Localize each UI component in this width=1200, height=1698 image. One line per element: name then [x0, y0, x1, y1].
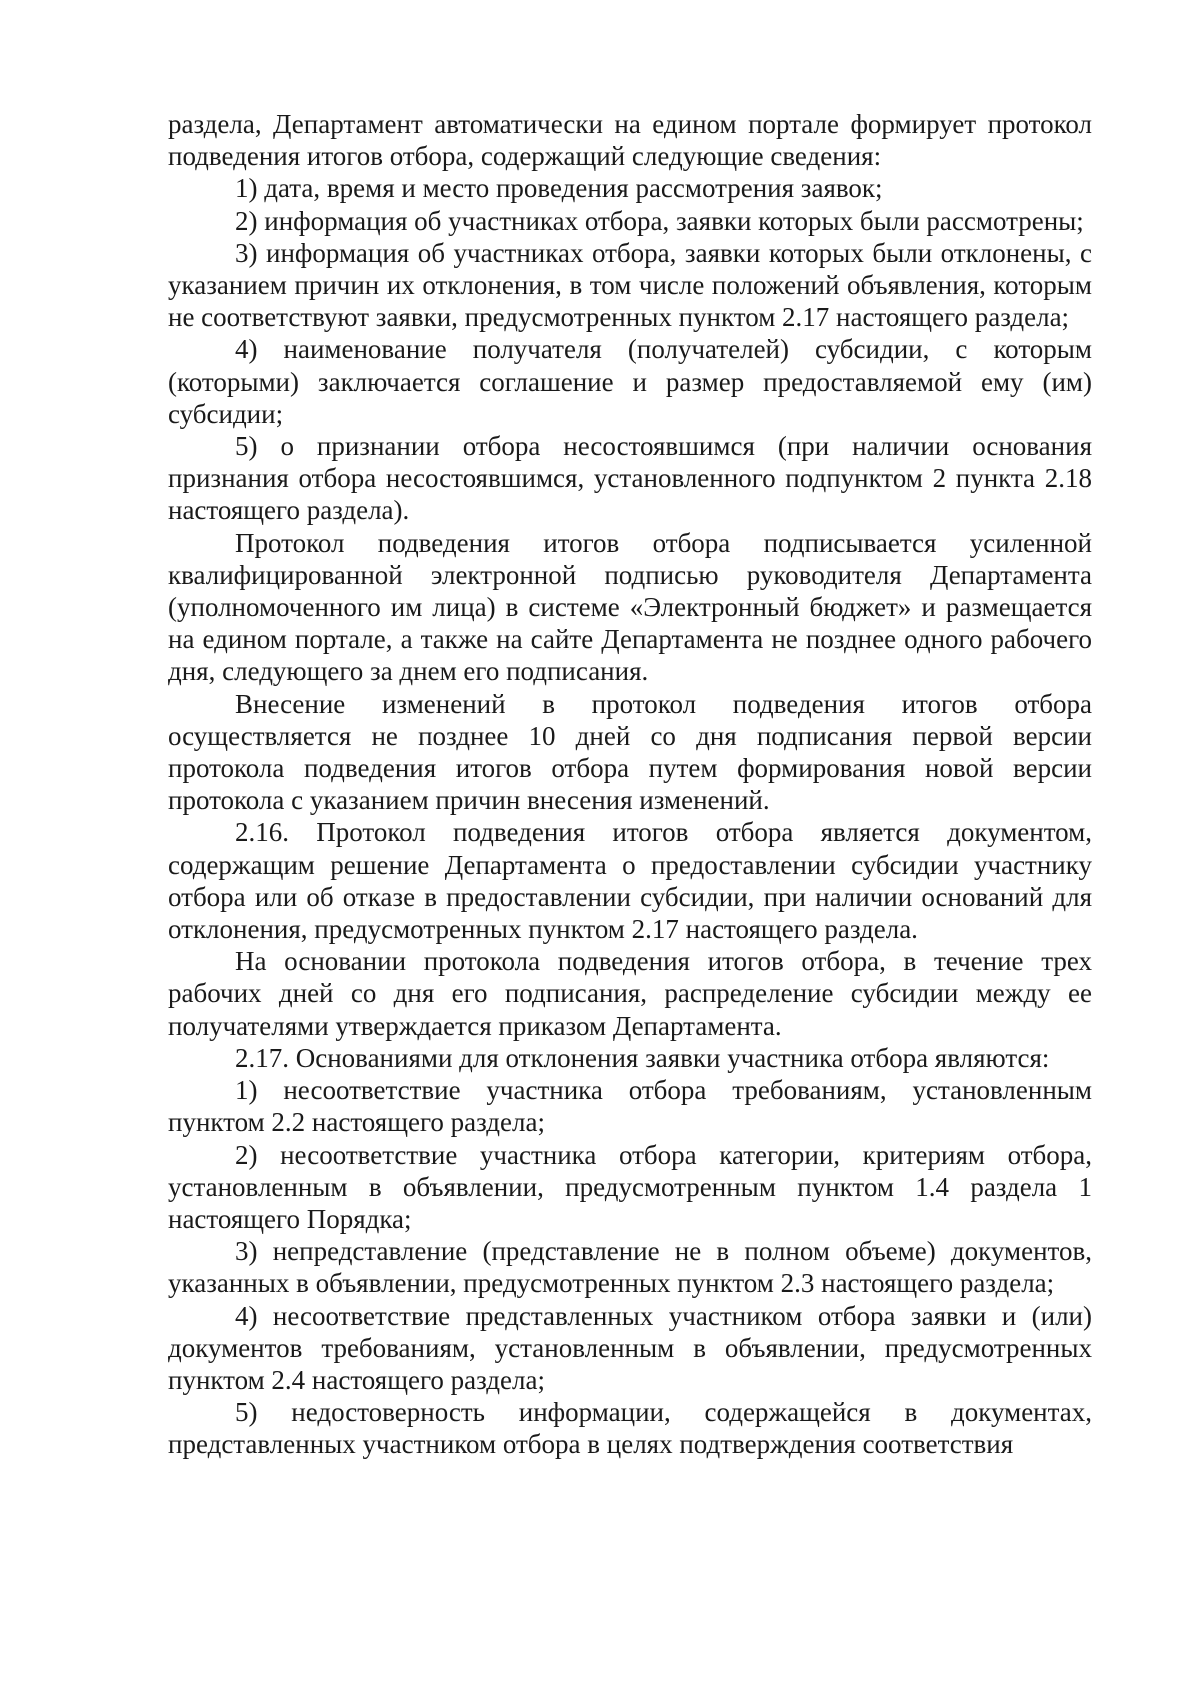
paragraph-13: 2) несоответствие участника отбора категории, критериям отбора, установленным в объявлении, предусмотренным пунктом 1.4 раздела 1 настоящего Порядка; — [168, 1139, 1092, 1234]
paragraph-4: 3) информация об участниках отбора, заявки которых были отклонены, с указанием причин их отклонения, в том числе положений объявления, которым не соответствуют заявки, предусмотренных пунктом 2.17 настоящего раздела; — [168, 237, 1092, 333]
paragraph-5: 4) наименование получателя (получателей) субсидии, с которым (которыми) заключается соглашение и размер предоставляемой ему (им) субсидии; — [168, 334, 1092, 429]
paragraph-14: 3) непредставление (представление не в полном объеме) документов, указанных в объявлении, предусмотренных пунктом 2.3 настоящего раздела; — [168, 1236, 1092, 1299]
document-page — [168, 108, 1092, 1461]
paragraph-2: 1) дата, время и место проведения рассмотрения заявок; — [235, 173, 883, 204]
paragraph-6: 5) о признании отбора несостоявшимся (при наличии основания признания отбора несостоявшимся, установленного подпунктом 2 пункта 2.18 настоящего раздела). — [168, 431, 1092, 526]
paragraph-16: 5) недостоверность информации, содержащейся в документах, представленных участником отбора в целях подтверждения соответствия — [168, 1397, 1092, 1460]
paragraph-9: 2.16. Протокол подведения итогов отбора является документом, содержащим решение Департамента о предоставлении субсидии участнику отбора или об отказе в предоставлении субсидии, при наличии оснований для отклонения, предусмотренных пунктом 2.17 настоящего раздела. — [168, 817, 1092, 945]
paragraph-3: 2) информация об участниках отбора, заявки которых были рассмотрены; — [235, 205, 1084, 236]
paragraph-8: Внесение изменений в протокол подведения итогов отбора осуществляется не позднее 10 дней со дня подписания первой версии протокола подведения итогов отбора путем формирования новой версии протокола с указанием причин внесения изменений. — [168, 688, 1092, 816]
paragraph-11: 2.17. Основаниями для отклонения заявки участника отбора являются: — [235, 1042, 1050, 1073]
paragraph-15: 4) несоответствие представленных участником отбора заявки и (или) документов требованиям, установленным в объявлении, предусмотренных пунктом 2.4 настоящего раздела; — [168, 1300, 1092, 1395]
paragraph-10: На основании протокола подведения итогов отбора, в течение трех рабочих дней со дня его подписания, распределение субсидии между ее получателями утверждается приказом Департамента. — [168, 946, 1092, 1041]
paragraph-12: 1) несоответствие участника отбора требованиям, установленным пунктом 2.2 настоящего раздела; — [168, 1075, 1092, 1138]
paragraph-7: Протокол подведения итогов отбора подписывается усиленной квалифицированной электронной подписью руководителя Департамента (уполномоченного им лица) в системе «Электронный бюджет» и размещается на едином портале, а также на сайте Департамента не позднее одного рабочего дня, следующего за днем его подписания. — [168, 527, 1092, 687]
paragraph-1: раздела, Департамент автоматически на едином портале формирует протокол подведения итогов отбора, содержащий следующие сведения: — [168, 109, 1092, 172]
